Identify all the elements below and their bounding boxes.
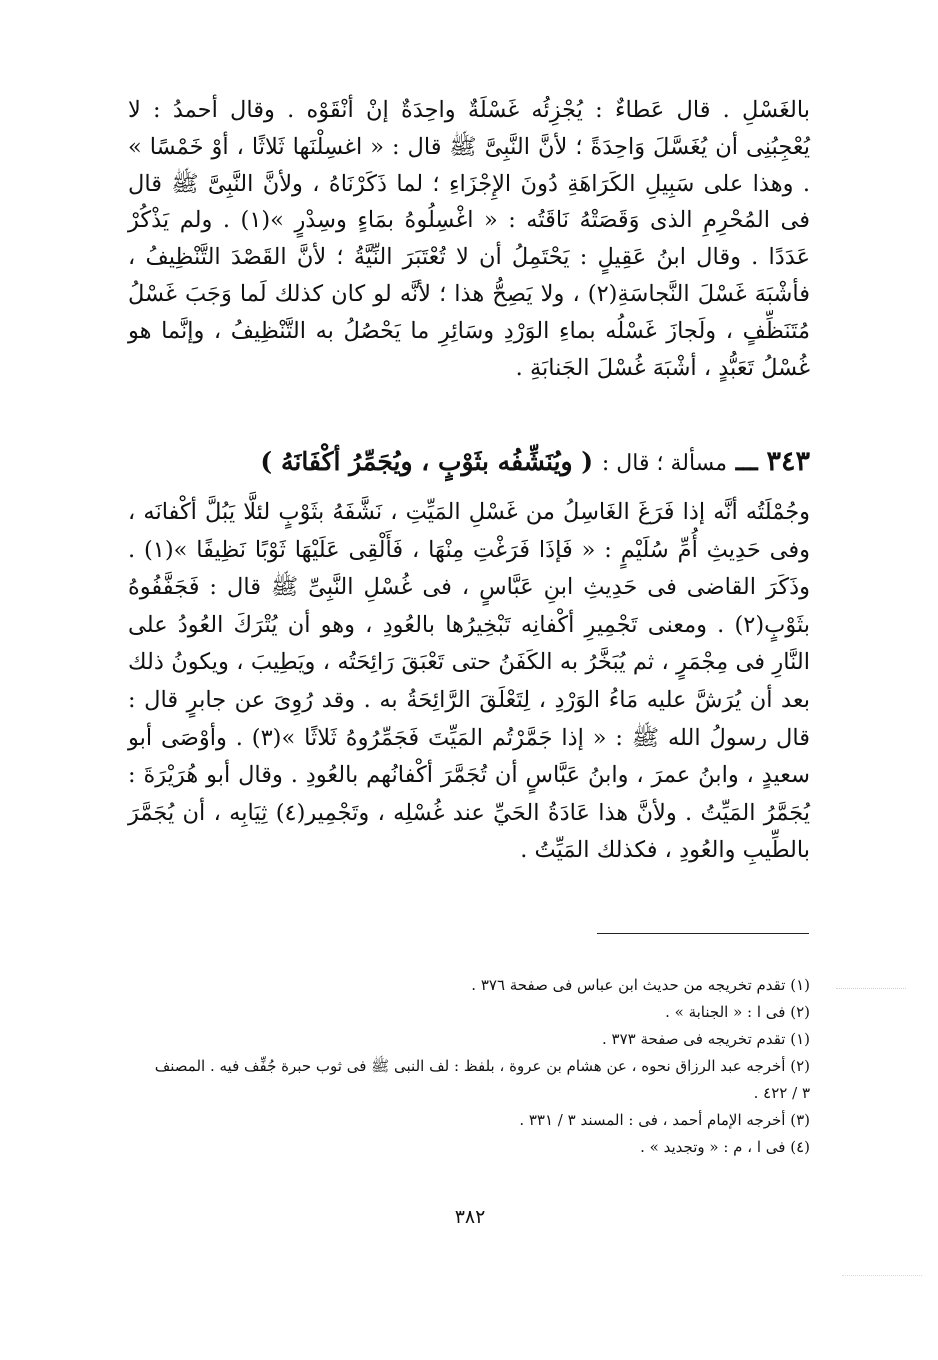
section-heading: [128, 440, 810, 486]
footnote-continuation: ٣ / ٤٢٢ .: [753, 1084, 810, 1102]
scan-artifact: [836, 988, 906, 989]
top-paragraph: بالغَسْلِ . قال عَطاءٌ : يُجْزِئُه غَسْلَةٌ واحِدَةٌ إنْ أنْقَوْه . وقال أحمدُ : لا يُعْجِبُنِى أن يُغَسَّلَ وَاحِدَةً ؛ لأنَّ النَّبِىَّ ﷺ قال : « اغسِلْنَها ثَلاثًا ، أوْ خَمْسًا » . وهذا على سَبِيلِ الكَرَاهَةِ دُونَ الإِجْزَاءِ ؛ لما ذَكَرْنَاهُ ، ولأنَّ النَّبِىَّ ﷺ قال فى المُحْرِمِ الذى وَقَصَتْهُ نَاقَتُه : « اغْسِلُوهُ بمَاءٍ وسِدْرٍ »(١) . ولم يَذْكُرْ عَدَدًا . وقال ابنُ عَقِيلٍ : يَحْتَمِلُ أن لا تُعْتَبَرَ النِّيَّةُ ؛ لأنَّ القَصْدَ التَّنْظِيفُ ، فأشْبَهَ غَسْلَ النَّجاسَةِ(٢) ، ولا يَصِحُّ هذا ؛ لأنَّه لو كان كذلك لَما وَجَبَ غَسْلُ مُتَنَظِّفٍ ، ولَجازَ غَسْلُه بماءِ الوَرْدِ وسَائِرِ ما يَحْصُلُ به التَّنْظِيفُ ، وإنَّما هو غُسْلُ تَعَبُّدٍ ، أشْبَهَ غُسْلَ الجَنابَةِ .: [128, 97, 811, 381]
section-text-block: [128, 494, 810, 870]
footnote-item: (٢) أخرجه عبد الرزاق نحوه ، عن هشام بن عروة ، بلفظ : لف النبى ﷺ فى ثوب حبرة جُفِّف فيه . المصنف: [154, 1057, 810, 1075]
footnote-item: (٤) فى ا ، م : « وتجديد » .: [640, 1138, 810, 1156]
heading-dash: ـــ: [735, 447, 758, 476]
issue-number: ٣٤٣: [766, 446, 810, 477]
footnote-item: (١) تقدم تخريجه من حديث ابن عباس فى صفحة ٣٧٦ .: [471, 976, 810, 994]
scan-artifact: [842, 1275, 922, 1276]
footnote-item: (١) تقدم تخريجه فى صفحة ٣٧٣ .: [601, 1030, 810, 1048]
footnotes: [136, 972, 810, 1161]
page-number: ٣٨٢: [454, 1206, 486, 1228]
issue-label: مسألة ؛ قال :: [601, 451, 728, 476]
issue-quote: ( ويُنَشِّفُه بثَوْبٍ ، ويُجَمِّرُ أكْفَانَهُ ): [260, 447, 594, 476]
main-text-block: [128, 92, 810, 386]
section-paragraph: وجُمْلَتُه أنَّه إذا فَرَغَ الغَاسِلُ من غَسْلِ المَيِّتِ ، نَشَّفَهُ بثَوْبٍ لئلَّا يَبُلَّ أكْفانَه ، وفى حَدِيثِ أُمِّ سُلَيْمٍ : « فَإذَا فَرَغْتِ مِنْهَا ، فَأَلْقِى عَلَيْهَا ثَوْبًا نَظِيفًا »(١) . وذَكَرَ القاضى فى حَدِيثِ ابنِ عَبَّاسٍ ، فى غُسْلِ النَّبِىِّ ﷺ قال : فَجَفَّفُوهُ بثَوْبٍ(٢) . ومعنى تَجْمِيرِ أكْفانِه تَبْخِيرُها بالعُودِ ، وهو أن يُتْرَكَ العُودُ على النَّارِ فى مِجْمَرٍ ، ثم يُبَخَّرُ به الكَفَنُ حتى تَعْبَقَ رَائِحَتُه ، ويَطِيبَ ، ويكونُ ذلك بعد أن يُرَشَّ عليه مَاءُ الوَرْدِ ، لِتَعْلَقَ الرَّائِحَةُ به . وقد رُوِىَ عن جابرٍ قال : قال رسولُ الله ﷺ : « إذا جَمَّرْتُم المَيِّتَ فَجَمِّرُوهُ ثَلاثًا »(٣) . وأوْصَى أبو سعيدٍ ، وابنُ عمرَ ، وابنُ عَبَّاسٍ أن تُجَمَّرَ أكْفانُهم بالعُودِ . وقال أبو هُرَيْرَةَ : يُجَمَّرُ المَيِّتُ . ولأنَّ هذا عَادَةُ الحَيِّ عند غُسْلِه ، وتَجْمِير(٤) ثِيَابِه ، أن يُجَمَّرَ بالطِّيبِ والعُودِ ، فكذلك المَيِّتُ .: [128, 499, 810, 864]
footnote-item: (٣) أخرجه الإمام أحمد ، فى : المسند ٣ / ٣٣١ .: [519, 1111, 810, 1129]
footnote-separator: [597, 933, 809, 934]
footnote-item: (٢) فى ا : « الجنابة » .: [665, 1003, 810, 1021]
